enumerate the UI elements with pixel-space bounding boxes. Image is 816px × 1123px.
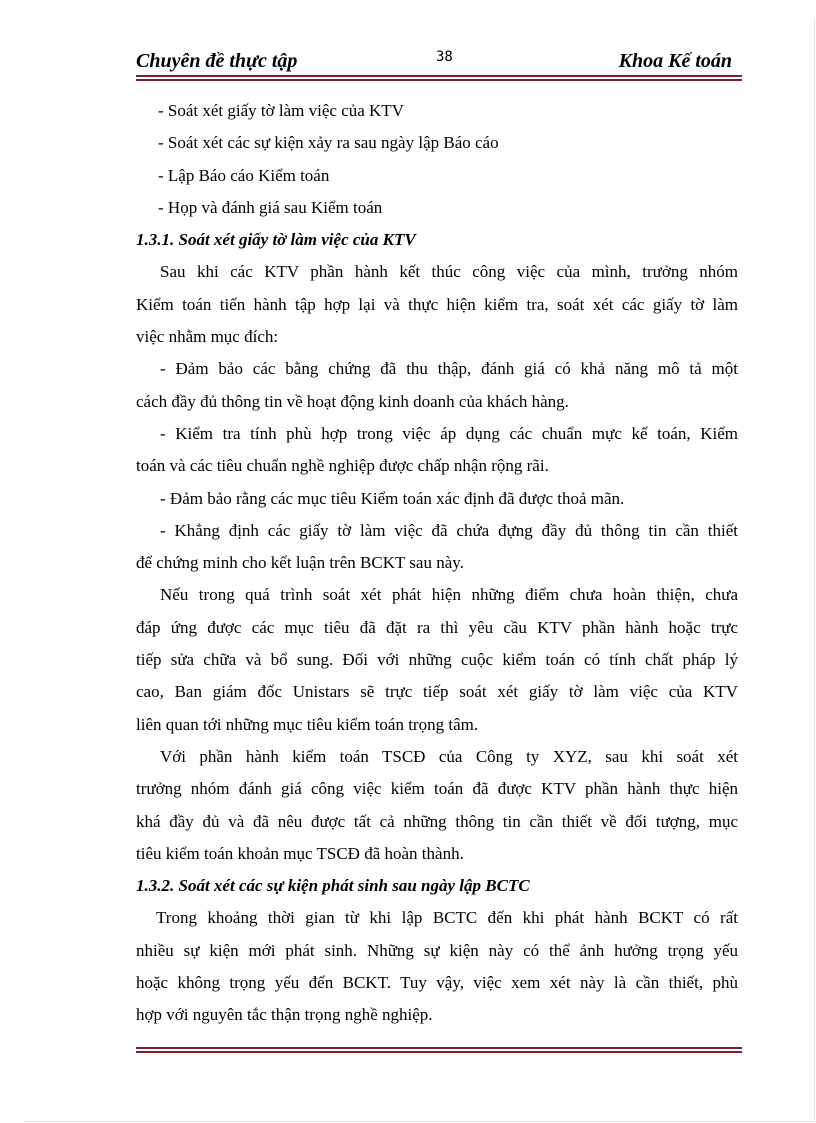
bullet-line: - Đảm bảo các bằng chứng đã thu thập, đánh giá có khả năng mô tả một [160, 359, 738, 379]
paragraph-line: việc nhằm mục đích: [136, 327, 279, 347]
page-body [136, 95, 738, 1032]
paragraph-line: nhiều sự kiện mới phát sinh. Những sự kiện này có thể ảnh hưởng trọng yếu [136, 940, 738, 960]
bullet-line: - Đảm bảo rằng các mục tiêu Kiểm toán xác định đã được thoả mãn. [160, 488, 625, 508]
paragraph-line: cao, Ban giám đốc Unistars sẽ trực tiếp soát xét giấy tờ làm việc của KTV [136, 682, 738, 702]
paragraph-line: trưởng nhóm đánh giá công việc kiểm toán đã được KTV phần hành thực hiện [136, 779, 738, 799]
intro-bullet: - Lập Báo cáo Kiểm toán [158, 165, 330, 185]
paragraph-line: hợp với nguyên tắc thận trọng nghề nghiệp. [136, 1005, 433, 1025]
page-edge-dotted [25, 1121, 815, 1122]
paragraph-line: đáp ứng được các mục tiêu đã đặt ra thì yêu cầu KTV phần hành hoặc trực [136, 617, 738, 637]
paragraph-line: hoặc không trọng yếu đến BCKT. Tuy vậy, việc xem xét này là cần thiết, phù [136, 973, 738, 993]
section-heading-1-3-2: 1.3.2. Soát xét các sự kiện phát sinh sau ngày lập BCTC [136, 876, 530, 896]
paragraph-line: Kiểm toán tiến hành tập hợp lại và thực hiện kiểm tra, soát xét các giấy tờ làm [136, 294, 738, 314]
bullet-line: - Kiểm tra tính phù hợp trong việc áp dụng các chuẩn mực kế toán, Kiểm [160, 423, 738, 443]
paragraph-line: khá đầy đủ và đã nêu được tất cả những thông tin cần thiết về đối tượng, mục [136, 811, 738, 831]
bullet-line: để chứng minh cho kết luận trên BCKT sau này. [136, 553, 464, 573]
bullet-line: cách đầy đủ thông tin về hoạt động kinh doanh của khách hàng. [136, 391, 569, 411]
intro-bullet: - Soát xét các sự kiện xảy ra sau ngày lập Báo cáo [158, 133, 499, 153]
footer-rule [136, 1047, 742, 1053]
bullet-line: - Khẳng định các giấy tờ làm việc đã chứa đựng đầy đủ thông tin cần thiết [160, 520, 738, 540]
paragraph-line: Với phần hành kiểm toán TSCĐ của Công ty XYZ, sau khi soát xét [160, 746, 738, 766]
header-rule [136, 75, 742, 81]
header-title-right: Khoa Kế toán [618, 50, 732, 72]
paragraph-line: tiếp sửa chữa và bổ sung. Đối với những cuộc kiểm toán có tính chất pháp lý [136, 650, 738, 670]
section-heading-1-3-1: 1.3.1. Soát xét giấy tờ làm việc của KTV [136, 230, 416, 250]
paragraph-line: Nếu trong quá trình soát xét phát hiện những điểm chưa hoàn thiện, chưa [160, 585, 738, 605]
paragraph-line: Trong khoảng thời gian từ khi lập BCTC đến khi phát hành BCKT có rất [156, 908, 738, 928]
intro-bullet: - Họp và đánh giá sau Kiểm toán [158, 197, 383, 217]
paragraph-line: liên quan tới những mục tiêu kiểm toán trọng tâm. [136, 714, 479, 734]
header-title-left: Chuyên đề thực tập [136, 50, 298, 72]
paragraph-line: tiêu kiểm toán khoản mục TSCĐ đã hoàn thành. [136, 843, 464, 863]
page-number: 38 [436, 49, 453, 65]
paragraph-line: Sau khi các KTV phần hành kết thúc công việc của mình, trưởng nhóm [160, 262, 738, 282]
page-edge-dotted-vertical [814, 20, 815, 1120]
page-header [136, 46, 742, 76]
bullet-line: toán và các tiêu chuẩn nghề nghiệp được chấp nhận rộng rãi. [136, 456, 549, 476]
intro-bullet: - Soát xét giấy tờ làm việc của KTV [158, 101, 404, 120]
